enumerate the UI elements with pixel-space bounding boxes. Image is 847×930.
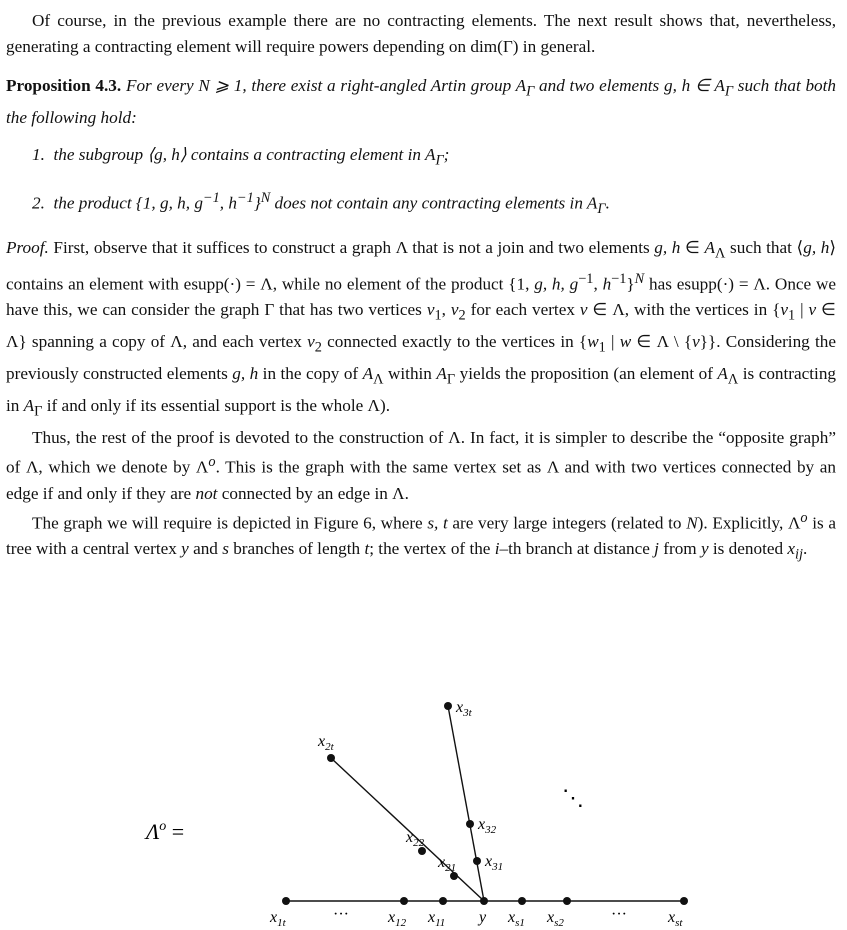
label-y: y bbox=[479, 909, 487, 926]
label-xs1: $x_{s1}$ bbox=[508, 909, 525, 929]
proof-label: Proof. bbox=[6, 238, 49, 258]
vertex-xs2 bbox=[563, 897, 571, 905]
vertex-x12 bbox=[400, 897, 408, 905]
label-dots-diagonal: ⋱ bbox=[562, 785, 584, 810]
label-x22: $x_{22}$ bbox=[406, 829, 425, 849]
proposition-item-2: 2. the product {1, g, h, $g^{-1}$, $h^{-1}\}^N$ does not contain any contracting elements in $A_\Gamma$. bbox=[32, 190, 610, 218]
vertex-xs1 bbox=[518, 897, 526, 905]
figure-6-graph bbox=[0, 690, 847, 930]
figure-lhs-label: $\Lambda^o$ = bbox=[146, 819, 185, 844]
vertex-x32 bbox=[466, 820, 474, 828]
paper-text bbox=[6, 8, 836, 568]
intro-paragraph: Of course, in the previous example there are no contracting elements. The next result shows that, nevertheless, generating a contracting element will require powers depending on dim(Γ) in general. bbox=[6, 11, 836, 56]
label-xs2: $x_{s2}$ bbox=[547, 909, 564, 929]
vertex-y bbox=[480, 897, 488, 905]
label-dots-left: ··· bbox=[333, 906, 349, 923]
proposition: Proposition 4.3. For every N ⩾ 1, there exist a right-angled Artin group $A_\Gamma$ and two elements g, h ∈ $A_\Gamma$ such that both the following hold: bbox=[6, 76, 837, 127]
proposition-label: Proposition 4.3. bbox=[6, 76, 122, 95]
vertex-x31 bbox=[473, 857, 481, 865]
label-x32: $x_{32}$ bbox=[478, 816, 497, 836]
label-x3t: $x_{3t}$ bbox=[456, 699, 472, 719]
label-x11: $x_{11}$ bbox=[428, 909, 446, 929]
label-x2t: $x_{2t}$ bbox=[318, 733, 334, 753]
label-xst: $x_{st}$ bbox=[668, 909, 683, 929]
vertex-x3t bbox=[444, 702, 452, 710]
proof-paragraph-1: Proof. First, observe that it suffices to construct a graph Λ that is not a join and two elements g, h ∈ $A_\Lambda$ such that ⟨g, h⟩ contains an element with esupp(·) = Λ, while no element of the product {1, g, h, $g^{-1}$, $h^{-1}\}^N$ has esupp(·) = Λ. Once we have this, we can consider the graph Γ that has two vertices $v_1$, $v_2$ for each vertex v ∈ Λ, with the vertices in {$v_1$ | v ∈ Λ} spanning a copy of Λ, and each vertex $v_2$ connected exactly to the vertices in {$w_1$ | w ∈ Λ \ {v}}. Considering the previously constructed elements g, h in the copy of $A_\Lambda$ within $A_\Gamma$ yields the proposition (an element of $A_\Lambda$ is contracting in $A_\Gamma$ if and only if its essential support is the whole Λ). bbox=[6, 238, 837, 420]
label-x31: $x_{31}$ bbox=[485, 853, 504, 873]
vertex-x1t bbox=[282, 897, 290, 905]
proposition-items bbox=[6, 142, 836, 223]
vertex-x2t bbox=[327, 754, 335, 762]
proof-paragraph-3: The graph we will require is depicted in Figure 6, where s, t are very large integers (related to N). Explicitly, $\Lambda^o$ is a tree with a central vertex y and s branches of length t; the vertex of the i–th branch at distance j from y is denoted $x_{ij}$. bbox=[6, 510, 837, 563]
vertex-xst bbox=[680, 897, 688, 905]
label-x12: $x_{12}$ bbox=[388, 909, 407, 929]
label-dots-right: ··· bbox=[611, 906, 627, 923]
label-x21: $x_{21}$ bbox=[438, 854, 457, 874]
label-x1t: $x_{1t}$ bbox=[270, 909, 286, 929]
vertex-x11 bbox=[439, 897, 447, 905]
proof-paragraph-2: Thus, the rest of the proof is devoted to the construction of Λ. In fact, it is simpler to describe the “opposite graph” of Λ, which we denote by $\Lambda^o$. This is the graph with the same vertex set as Λ and with two vertices connected by an edge if and only if they are not connected by an edge in Λ. bbox=[6, 427, 836, 503]
proposition-item-1: 1. the subgroup ⟨g, h⟩ contains a contracting element in $A_\Gamma$; bbox=[32, 145, 450, 169]
